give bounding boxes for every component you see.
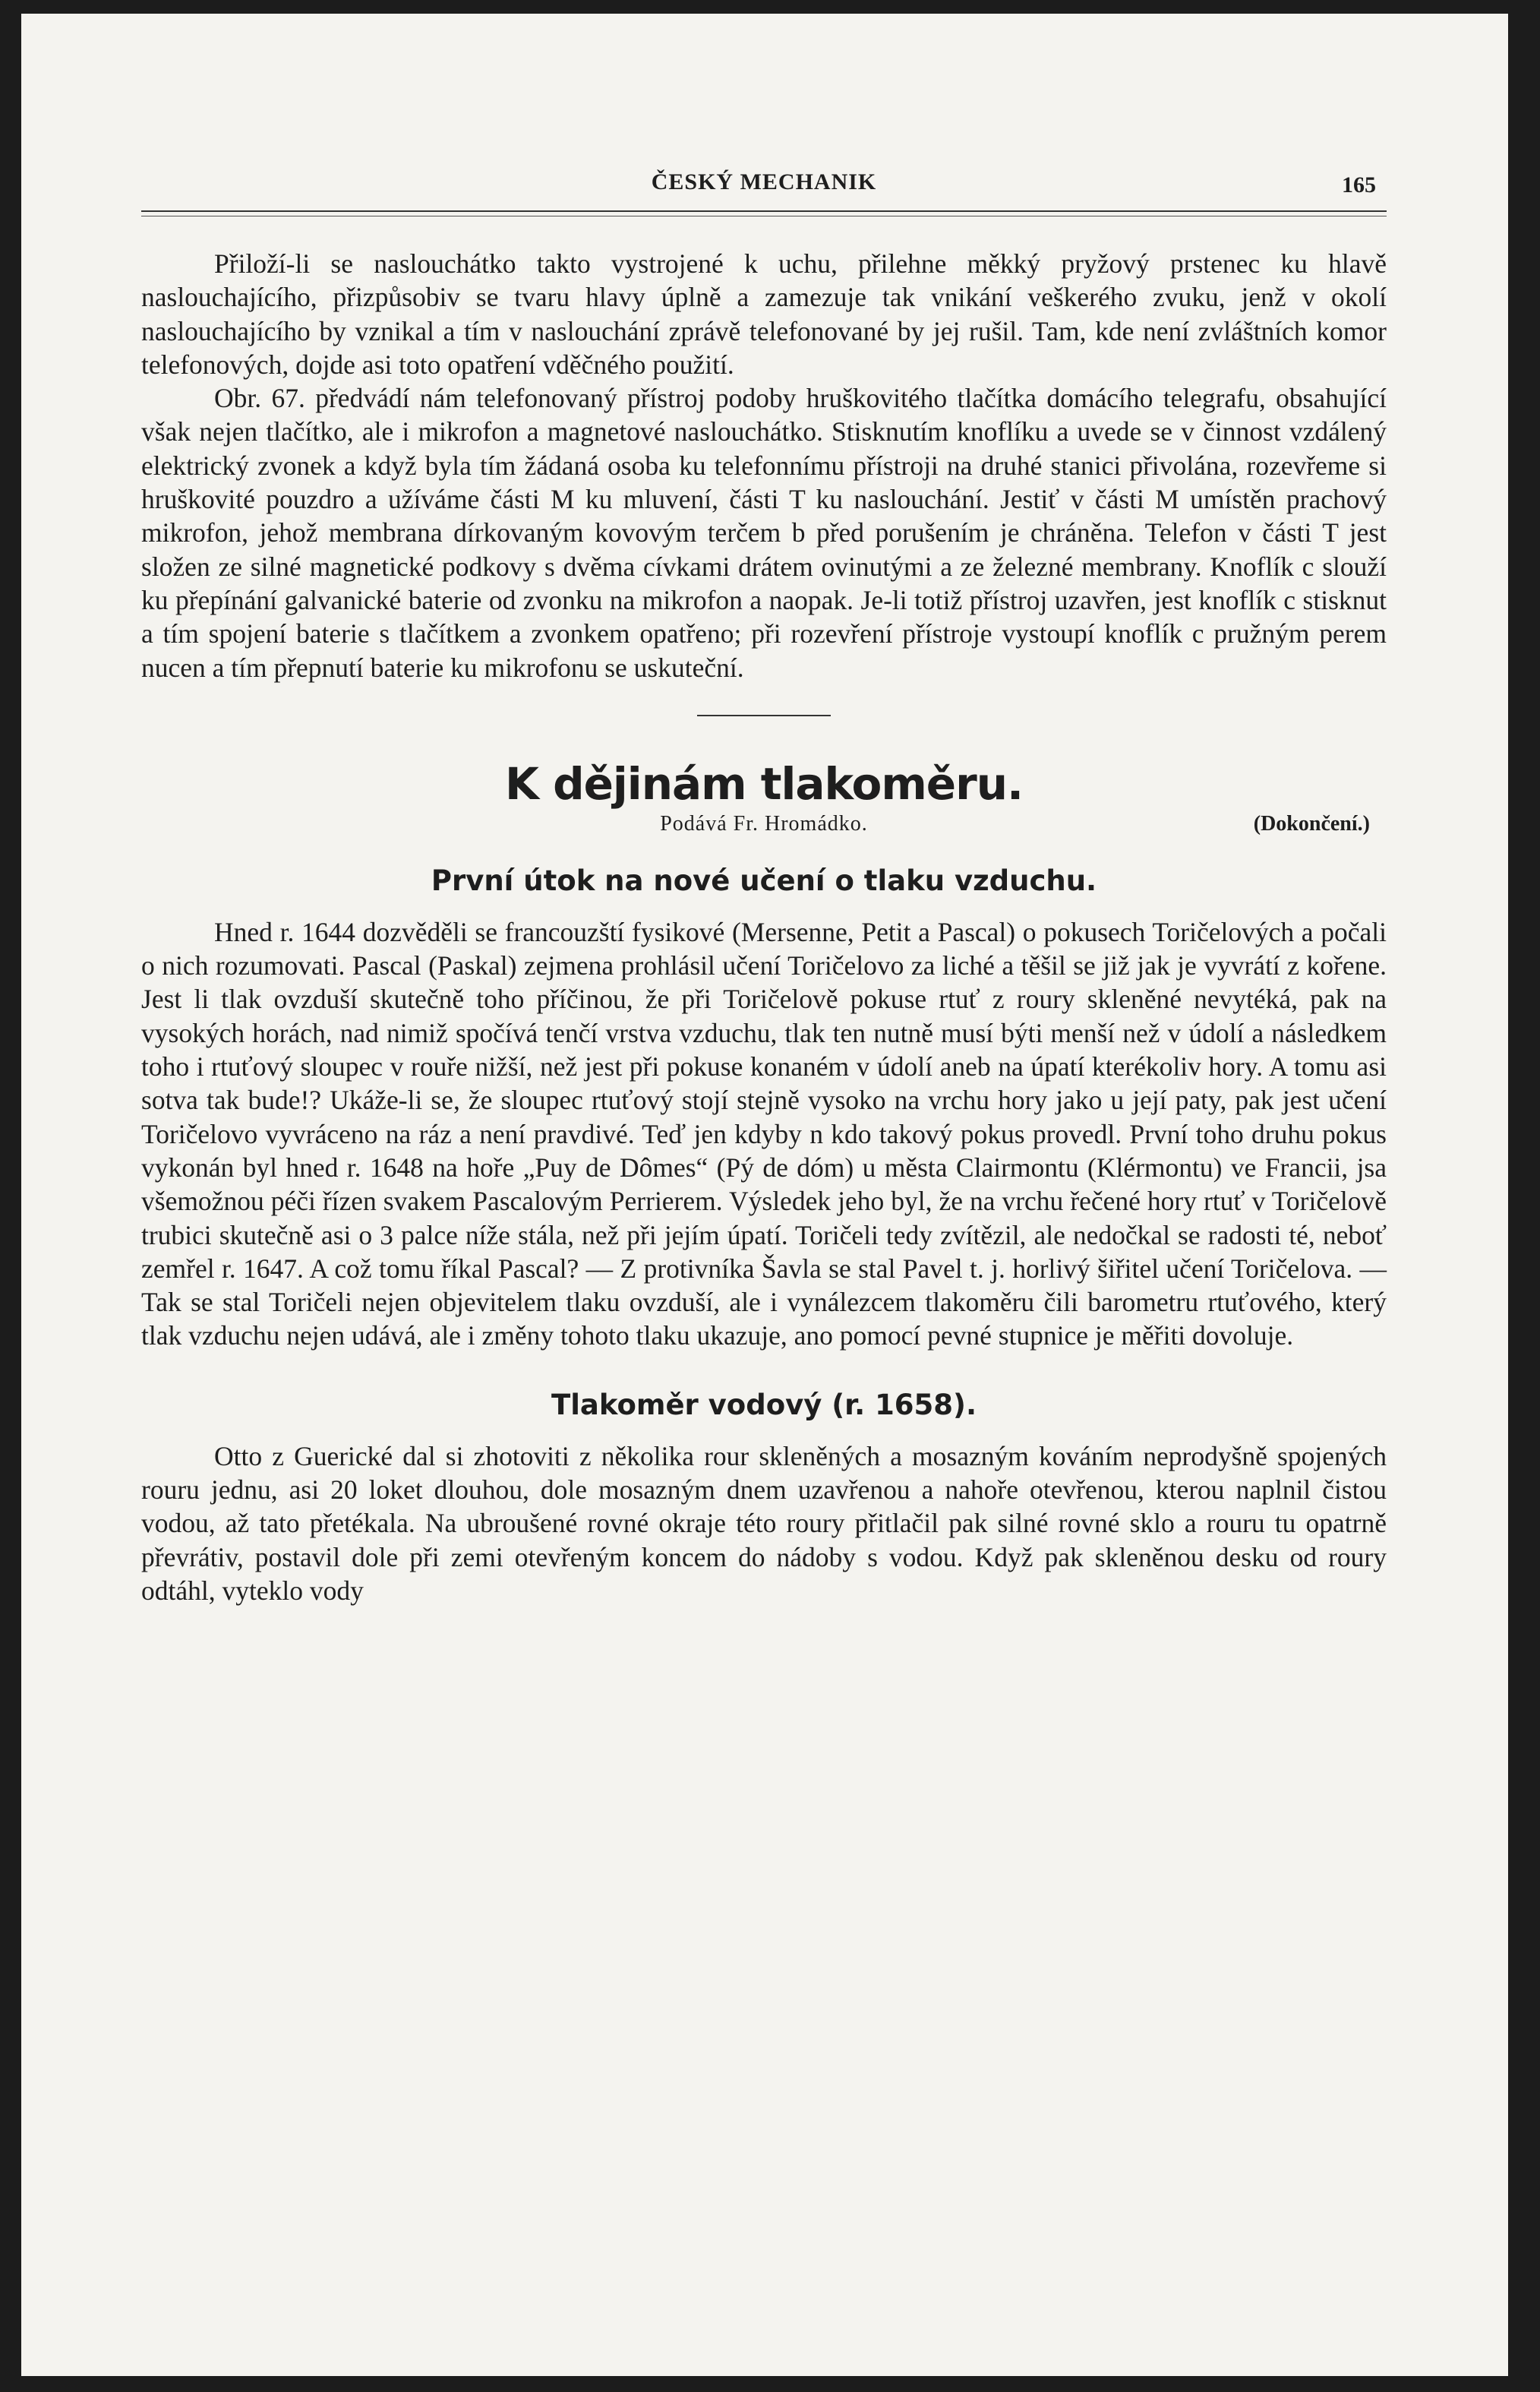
section-text	[141, 1439, 1387, 1607]
paragraph: Hned r. 1644 dozvěděli se francouzští fysikové (Mersenne, Petit a Pascal) o pokusech Toričelových a počali o nich rozumovati. Pascal (Paskal) zejmena prohlásil učení Toričelovo za liché a těšil se již jak je vyvrátí z kořene. Jest li tlak ovzduší skutečně toho příčinou, že při Toričelově pokuse rtuť z roury skleněné nevytéká, pak na vysokých horách, nad nimiž spočívá tenčí vrstva vzduchu, tlak ten nutně musí býti menší než v údolí a následkem toho i rtuťový sloupec v rouře nižší, než jest při pokuse konaném v údolí aneb na úpatí kterékoliv hory. A tomu asi sotva tak bude!? Ukáže-li se, že sloupec rtuťový stojí stejně vysoko na vrchu hory jako u její paty, pak jest učení Toričelovo vyvráceno na ráz a není pravdivé. Teď jen kdyby n kdo takový pokus provedl. První toho druhu pokus vykonán byl hned r. 1648 na hoře „Puy de Dômes“ (Pý de dóm) u města Clairmontu (Klérmontu) ve Francii, jsa všemožnou péči řízen svakem Pascalovým Perrierem. Výsledek jeho byl, že na vrchu řečené hory rtuť v Toričelově trubici skutečně asi o 3 palce níže stála, než při jejím úpatí. Toričeli tedy zvítězil, ale nedočkal se radosti té, neboť zemřel r. 1647. A což tomu říkal Pascal? — Z protivníka Šavla se stal Pavel t. j. horlivý šiřitel učení Toričelova. — Tak se stal Toričeli nejen objevitelem tlaku ovzduší, ale i vynálezcem tlakoměru čili barometru rtuťového, který tlak vzduchu nejen udává, ale i změny tohoto tlaku ukazuje, ano pomocí pevné stupnice je měřiti dovoluje.	[141, 916, 1387, 1351]
paragraph: Obr. 67. předvádí nám telefonovaný přístroj podoby hruškovitého tlačítka domácího telegrafu, obsahující však nejen tlačítko, ale i mikrofon a magnetové naslouchátko. Stisknutím knoflíku a uvede se v činnost vzdálený elektrický zvonek a když byla tím žádaná osoba ku telefonnímu přístroji na druhé stanici přivolána, rozevřeme si hruškovité pouzdro a užíváme části M ku mluvení, části T ku naslouchání. Jestiť v části M umístěn prachový mikrofon, jehož membrana dírkovaným kovovým terčem b před porušením je chráněna. Telefon v části T jest složen ze silné magnetické podkovy s dvěma cívkami drátem ovinutými a ze železné membrany. Knoflík c slouží ku přepínání galvanické baterie od zvonku na mikrofon a naopak. Je-li totiž přístroj uzavřen, jest knoflík c stisknut a tím spojení baterie s tlačítkem a zvonkem opatřeno; při rozevření přístroje vystoupí knoflík c pružným perem nucen a tím přepnutí baterie ku mikrofonu se uskuteční.	[141, 383, 1387, 683]
section-heading: První útok na nové učení o tlaku vzduchu.	[431, 864, 1097, 897]
section-separator	[697, 715, 831, 716]
content-column	[141, 169, 1387, 1607]
byline-row	[141, 812, 1387, 841]
paragraph: Otto z Guerické dal si zhotoviti z několika rour skleněných a mosazným kováním neprodyšně spojených rouru jednu, asi 20 loket dlouhou, dole mosazným dnem uzavřenou a nahoře otevřenou, kterou naplnil čistou vodou, až tato přetékala. Na ubroušené rovné okraje této roury přitlačil pak silné rovné sklo a rouru tu opatrně převrátiv, postavil dole při zemi otevřeným koncem do nádoby s vodou. Když pak skleněnou desku od roury odtáhl, vyteklo vody	[141, 1440, 1387, 1606]
running-head	[141, 169, 1387, 207]
continuation-note: (Dokončení.)	[1253, 811, 1370, 836]
article-title: K dějinám tlakoměru.	[504, 757, 1024, 810]
header-rule	[141, 210, 1387, 212]
section-heading: Tlakoměr vodový (r. 1658).	[551, 1388, 977, 1421]
section-text	[141, 915, 1387, 1353]
page	[21, 14, 1508, 2376]
page-number: 165	[1342, 172, 1376, 197]
byline: Podává Fr. Hromádko.	[660, 811, 868, 836]
paragraph: Přiloží-li se naslouchátko takto vystrojené k uchu, přilehne měkký pryžový prstenec ku hlavě naslouchajícího, přizpůsobiv se tvaru hlavy úplně a zamezuje tak vnikání veškerého zvuku, jenž v okolí naslouchajícího by vznikal a tím v naslouchání zprávě telefonované by jej rušil. Tam, kde není zvláštních komor telefonových, dojde asi toto opatření vděčného použití.	[141, 248, 1387, 380]
intro-text	[141, 247, 1387, 684]
journal-title: ČESKÝ MECHANIK	[651, 169, 877, 194]
